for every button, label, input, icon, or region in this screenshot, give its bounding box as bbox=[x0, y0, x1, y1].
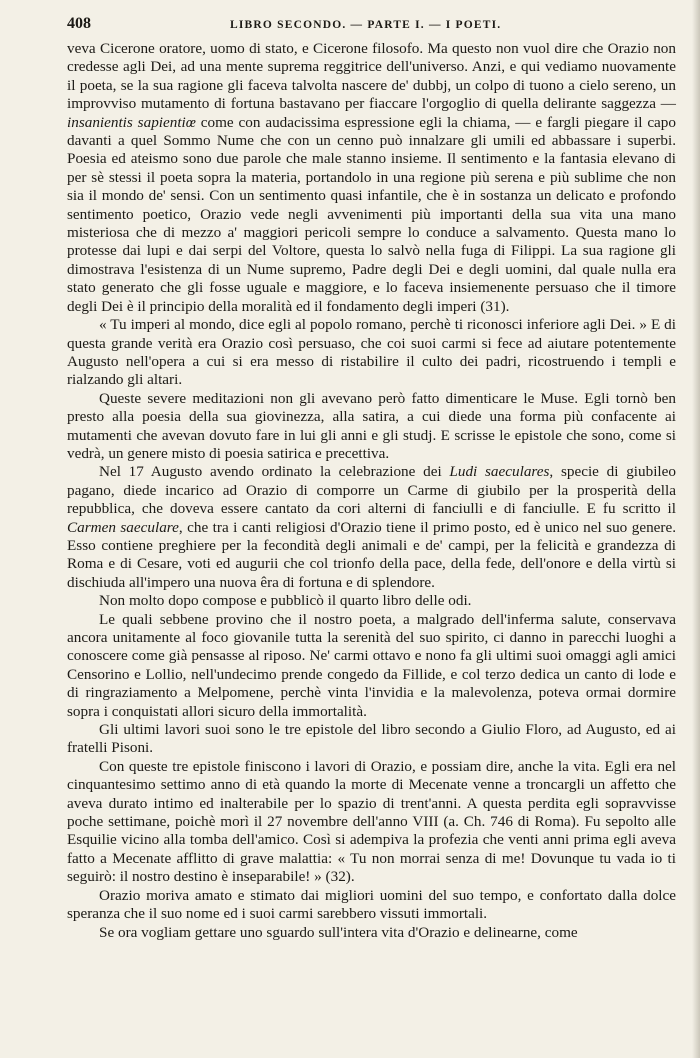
paragraph-text: , specie di giubileo pagano, diede incarico ad Orazio di comporre un Carme di giubilo per la prosperità della repubblica, che doveva essere cantato da cori alterni di fanciulli e di fanciulle. E fu scritto il bbox=[67, 463, 676, 518]
italic-text: Ludi saeculares bbox=[449, 463, 550, 481]
page-number: 408 bbox=[67, 15, 91, 32]
paragraph bbox=[67, 463, 676, 592]
paragraph-text: Le quali sebbene provino che il nostro poeta, a malgrado dell'inferma salute, conservava ancora unitamente al foco giovanile tutta la serenità del suo spirito, ci danno in parecchi luoghi a conoscere come già pensasse al riposo. Ne' carmi ottavo e nono fa gli ultimi suoi omaggi agli amici Censorino e Lollio, nell'undecimo prende congedo da Fillide, e col terzo dedica un canto di lode e di ringraziamento a Melpomene, perchè vinta l'invidia e la malevolenza, poteva ormai dormire sopra i conquistati allori sicuro della immortalità. bbox=[67, 610, 676, 720]
paragraph bbox=[67, 390, 676, 464]
paragraph bbox=[67, 611, 676, 721]
paragraph-text: Nel 17 Augusto avendo ordinato la celebrazione dei bbox=[99, 463, 450, 481]
paragraph-text: , che tra i canti religiosi d'Orazio tiene il primo posto, ed è unico nel suo genere. Esso contiene preghiere per la fecondità degli animali e de' campi, per la felicità e grandezza di Roma e di Cesare, voti ed augurii che col trionfo della pace, della fede, dell'onore e della virtù si dischiuda all'impero una nuova êra di fortuna e di splendore. bbox=[67, 518, 676, 591]
running-head: LIBRO SECONDO. — PARTE I. — I POETI. bbox=[230, 19, 502, 31]
paragraph-text: come con audacissima espressione egli la chiama, — e fargli piegare il capo davanti a quel Sommo Nume che con un cenno può innalzare gli umili ed abbassare i superbi. Poesia ed ateismo sono due parole che male stanno insieme. Il sentimento e la fantasia elevano di per sè stessi il poeta sopra la materia, portandolo in una regione più serena e più sublime che non sia il mondo de' sensi. Con un sentimento quasi infantile, che è in sostanza un delicato e profondo sentimento poetico, Orazio vede negli avvenimenti più importanti della sua vita una mano misteriosa che di mezzo a' maggiori pericoli sempre lo conduce a salvamento. Questa mano lo protesse dai lupi e dai serpi del Voltore, questa lo salvò nella fuga di Filippi. La sua ragione gli dimostrava l'esistenza di un Nume supremo, Padre degli Dei e degli uomini, dal quale nulla era stato generato che gli fosse uguale e maggiore, e lo faceva insiemenente persuaso che il timore degli Dei è il principio della moralità ed il fondamento degli imperi (31). bbox=[67, 113, 676, 315]
page-header bbox=[67, 14, 676, 40]
paragraph bbox=[67, 721, 676, 758]
italic-text: insanientis sapientiœ bbox=[67, 113, 196, 131]
paragraph-text: Se ora vogliam gettare uno sguardo sull'intera vita d'Orazio e delinearne, come bbox=[99, 923, 578, 941]
paragraph bbox=[67, 316, 676, 390]
paragraph bbox=[67, 924, 676, 942]
paragraph-text: Orazio moriva amato e stimato dai migliori uomini del suo tempo, e confortato dalla dolce speranza che il suo nome ed i suoi carmi sarebbero vissuti immortali. bbox=[67, 886, 676, 923]
body-text bbox=[67, 40, 676, 942]
paragraph-text: Queste severe meditazioni non gli avevano però fatto dimenticare le Muse. Egli tornò ben presto alla poesia della sua giovinezza, alla satira, a cui diede una forma più confacente ai mutamenti che avevan dovuto fare in lui gli anni e gli studj. E scrisse le epistole che sono, come si vedrà, un genere misto di poesia satirica e precettiva. bbox=[67, 389, 676, 462]
paragraph-text: « Tu imperi al mondo, dice egli al popolo romano, perchè ti riconosci inferiore agli Dei. » E di questa grande verità era Orazio così persuaso, che coi suoi carmi si fece ad aiutare potentemente Augusto nell'opera a cui si era messo di ristabilire il culto dei padri, ricostruendo i templi e rialzando gli altari. bbox=[67, 316, 676, 389]
paragraph bbox=[67, 592, 676, 610]
paragraph-text: Con queste tre epistole finiscono i lavori di Orazio, e possiam dire, anche la vita. Egli era nel cinquantesimo settimo anno di età quando la morte di Mecenate venne a troncargli un affetto che aveva durato intimo ed inalterabile per lo spazio di trent'anni. A questa perdita egli sopravvisse poche settimane, poichè morì il 27 novembre dell'anno VIII (a. Ch. 746 di Roma). Fu sepolto alle Esquilie vicino alla tomba dell'amico. Così si adempiva la profezia che venti anni prima egli aveva fatto a Mecenate afflitto di grave malattia: « Tu non morrai senza di me! Dovunque tu vada io ti seguirò: il nostro destino è inseparabile! » (32). bbox=[67, 757, 676, 886]
paragraph bbox=[67, 40, 676, 316]
page-edge-shadow bbox=[692, 0, 700, 1058]
italic-text: Carmen saeculare bbox=[67, 518, 179, 536]
paragraph-text: veva Cicerone oratore, uomo di stato, e Cicerone filosofo. Ma questo non vuol dire che Orazio non credesse agli Dei, ad una mente suprema reggitrice dell'universo. Anzi, e qui vediamo nuovamente il poeta, se la sua ragione gli faceva talvolta nascere de' dubbj, un colpo di tuono a cielo sereno, un improvviso mutamento di fortuna bastavano per fiaccare l'orgoglio di quella delirante saggezza — bbox=[67, 40, 676, 113]
paragraph bbox=[67, 758, 676, 887]
paragraph-text: Gli ultimi lavori suoi sono le tre epistole del libro secondo a Giulio Floro, ad Augusto, ed ai fratelli Pisoni. bbox=[67, 721, 676, 757]
paragraph-text: Non molto dopo compose e pubblicò il quarto libro delle odi. bbox=[99, 592, 472, 610]
paragraph bbox=[67, 887, 676, 924]
